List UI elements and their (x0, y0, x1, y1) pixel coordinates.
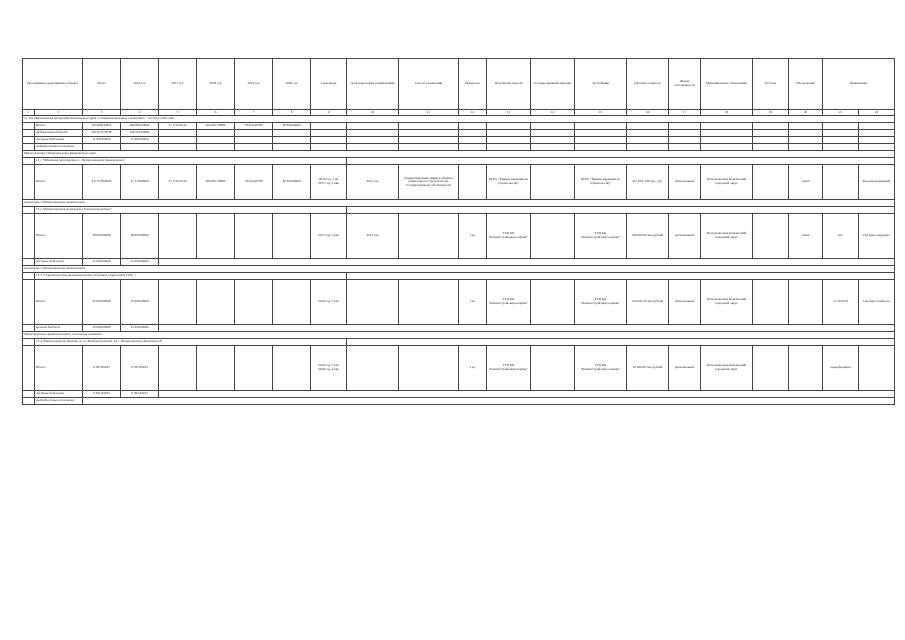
table-row (23, 391, 895, 398)
note-cell: Сметная стоимость (859, 280, 895, 325)
mo-cell: Петропавловск-Камчатский городской округ (701, 280, 753, 325)
table-row (23, 398, 895, 405)
section-title: Агентство в Петропавловске-Камчатском (23, 266, 895, 273)
table-row (23, 130, 895, 137)
section-row (23, 200, 895, 207)
header-cell: Примечание (823, 59, 895, 110)
col-number: 15 (575, 110, 627, 116)
rest-cell: переоформлен (823, 346, 859, 391)
object-name: 15.2 "Реконструкция котельной в Елизовском районе" (35, 207, 347, 214)
method-cell: бюджетные инвестиции в объекты капитального строительства государственной собственности (399, 165, 459, 200)
header-cell: Получатель средств (487, 59, 531, 110)
value-cell: 204 667,39800 (197, 123, 235, 130)
value-cell: 417 678,00000 (83, 165, 121, 200)
value-cell: 31 776,00000 (121, 165, 159, 200)
col-number: 10 (347, 110, 399, 116)
col-number: 16 (627, 110, 669, 116)
object-name: 15.3 "Строительство канализационных очистных сооружений ГУП..." (35, 273, 347, 280)
col-number: 22 (859, 110, 895, 116)
col-number: 8 (273, 110, 311, 116)
col-number: 17 (669, 110, 701, 116)
customer-cell: ГУП КК "Камчатстройэнергосервис" (575, 346, 627, 391)
value-cell: 35 000,00000 (121, 325, 159, 332)
table-row (23, 346, 895, 391)
header-cell: Срок подготовки документации (347, 59, 399, 110)
row-label: Итого (35, 280, 83, 325)
value-cell: 35 000,00000 (83, 325, 121, 332)
document-table-sheet (22, 58, 891, 578)
cost-cell: 196 000,00 тыс.рублей (627, 214, 669, 259)
object-row (23, 158, 895, 165)
rest-cell: 13.10.2014 (823, 280, 859, 325)
section-row (23, 116, 895, 123)
header-cell: Сметная стоимость (627, 59, 669, 110)
col-number: 20 (789, 110, 823, 116)
table-row (23, 144, 895, 151)
note-cell: внесены изменения (859, 165, 895, 200)
start-date: 2016 год, 3 квл 2016 год, 3 квл (311, 346, 347, 391)
capacity-cell: 1 ед. (459, 346, 487, 391)
cost-cell: 10 000,00 тыс.рублей (627, 346, 669, 391)
table-row (23, 280, 895, 325)
investment-program-table (22, 58, 895, 405)
header-cell: Способ реализации (399, 59, 459, 110)
col-number: 6 (197, 110, 235, 116)
start-date: 2016 год, 3 квл (311, 280, 347, 325)
col-number: 21 (823, 110, 859, 116)
section-title: Министерство строительства и жилищной политики (23, 332, 895, 339)
mo-cell: Петропавловск-Камчатский городской округ (701, 346, 753, 391)
own-cell: своих (789, 165, 823, 200)
header-cell: 2018 год (197, 59, 235, 110)
capacity-cell: 1 ед. (459, 280, 487, 325)
header-cell: Государственный заказчик (531, 59, 575, 110)
recipient-cell: ГУП КК "Камчатстройэнергосервис" (487, 214, 531, 259)
value-cell: 78 453,60768 (235, 123, 273, 130)
row-label: внебюджетные источники (35, 398, 83, 405)
header-cell: Обоснование (789, 59, 823, 110)
header-cell: 2020 год (273, 59, 311, 110)
value-cell: 9 597,82023 (83, 346, 121, 391)
start-date: 2016 год, 1 кв 2017 год, 3 квк (311, 165, 347, 200)
section-row (23, 151, 895, 158)
table-row (23, 165, 895, 200)
row-label: Итого (35, 123, 83, 130)
col-number: 3 (83, 110, 121, 116)
form-cell: региональная (669, 165, 701, 200)
row-label: краевой бюджет (35, 325, 83, 332)
col-number: 14 (531, 110, 575, 116)
header-cell: Застройщик (575, 59, 627, 110)
header-cell: 2019 год (235, 59, 273, 110)
header-cell: Мощность (459, 59, 487, 110)
cost-cell: 417 678, 548 тыс. руб. (627, 165, 669, 200)
header-cell: Форма собственности (669, 59, 701, 110)
value-cell: 282 975,78528 (83, 130, 121, 137)
table-row (23, 137, 895, 144)
col-number: 2 (35, 110, 83, 116)
customer-cell: КГКУ "Единая дирекция по строительству" (575, 165, 627, 200)
col-number: 9 (311, 110, 347, 116)
note-cell: ПД будет передана (859, 214, 895, 259)
form-cell: региональная (669, 214, 701, 259)
object-row (23, 207, 895, 214)
object-name: 15.1 "Школьная пристройка в г. Петропавловске-Камчатском" (35, 158, 347, 165)
rest-cell: нет (823, 214, 859, 259)
table-row (23, 123, 895, 130)
col-number: 12 (459, 110, 487, 116)
value-cell: 9 597,82023 (83, 391, 121, 398)
value-cell: 293 868,33023 (83, 123, 121, 130)
value-cell: 38 300,00000 (273, 123, 311, 130)
start-date: 2017 год, 2 квл (311, 214, 347, 259)
recipient-cell: КГКУ "Единая дирекция по строительству" (487, 165, 531, 200)
header-cell: 2016 год (121, 59, 159, 110)
recipient-cell: ГУП КК "Камчатстройэнергосервис" (487, 346, 531, 391)
value-cell: 21 000,00000 (121, 259, 159, 266)
header-cell: Срок ввода (311, 59, 347, 110)
value-cell: 204 667,39800 (197, 165, 235, 200)
value-cell: 78 453,60768 (235, 165, 273, 200)
object-row (23, 339, 895, 346)
value-cell: 9 597,82023 (121, 346, 159, 391)
table-row (23, 214, 895, 259)
docs-date: 2015 год (347, 165, 399, 200)
form-cell: региональная (669, 346, 701, 391)
col-number: 11 (399, 110, 459, 116)
section-row (23, 332, 895, 339)
col-number: 13 (487, 110, 531, 116)
object-name: 15.4 "Реконструкция объекта по ул. Владивостокской, 18 г. Петропавловск-Камчатский" (35, 339, 347, 346)
section-title: 11. Государственная программа Камчатского края "Совершенствование управления..." на 2014-2018 годы (23, 116, 895, 123)
section-title: Агентство в Петропавловске-Камчатском (23, 200, 895, 207)
row-label: федеральный бюджет (35, 130, 83, 137)
table-row (23, 259, 895, 266)
value-cell: 269 974,00000 (121, 130, 159, 137)
header-cell: Итого (83, 59, 121, 110)
value-cell: 35 000,00000 (83, 280, 121, 325)
header-cell: Муниципальное образование (701, 59, 753, 110)
value-cell: 11 893,03023 (121, 137, 159, 144)
col-number: 19 (753, 110, 789, 116)
own-cell: своих (789, 214, 823, 259)
header-cell: Остаток (753, 59, 789, 110)
docs-date: 2015 год (347, 214, 399, 259)
value-cell: 11 893,03023 (83, 137, 121, 144)
section-row (23, 266, 895, 273)
col-number: 5 (159, 110, 197, 116)
value-cell: 51 170,50132 (159, 165, 197, 200)
header-cell: 2017 год (159, 59, 197, 110)
value-cell: 38 000,00000 (121, 214, 159, 259)
row-label: Итого (35, 214, 83, 259)
form-cell: региональная (669, 280, 701, 325)
value-cell: 21 000,00000 (83, 259, 121, 266)
mo-cell: Петропавловск-Камчатский городской округ (701, 165, 753, 200)
value-cell: 38 000,00000 (83, 214, 121, 259)
value-cell: 9 597,82023 (121, 391, 159, 398)
cost-cell: 104 945,34 тыс.рублей (627, 280, 669, 325)
col-number: 1 (23, 110, 35, 116)
section-title: Министерство строительства Камчатского края (23, 151, 895, 158)
row-label: местные бюджеты (35, 259, 83, 266)
object-row (23, 273, 895, 280)
header-cell: Программное мероприятие (объект) (23, 59, 83, 110)
row-label: Итого (35, 346, 83, 391)
row-label: местные бюджеты (35, 391, 83, 398)
row-label: Итого (35, 165, 83, 200)
value-cell: 35 000,00000 (121, 280, 159, 325)
col-number: 4 (121, 110, 159, 116)
value-cell: 51 170,50132 (159, 123, 197, 130)
table-row (23, 325, 895, 332)
capacity-cell: 1 ед. (459, 214, 487, 259)
header-row (23, 59, 895, 110)
row-label: внебюджетные источники (35, 144, 83, 151)
recipient-cell: ГУП КК "Камчатстройэнергосервис" (487, 280, 531, 325)
col-number: 7 (235, 110, 273, 116)
customer-cell: ГУП КК "Камчатстройэнергосервис" (575, 280, 627, 325)
value-cell: 38 300,00000 (273, 165, 311, 200)
row-label: местные бюджеты (35, 137, 83, 144)
customer-cell: ГУП КК "Камчатстройэнергосервис" (575, 214, 627, 259)
mo-cell: Петропавловск-Камчатский городской округ (701, 214, 753, 259)
col-number: 18 (701, 110, 753, 116)
value-cell: 280 866,00000 (121, 123, 159, 130)
